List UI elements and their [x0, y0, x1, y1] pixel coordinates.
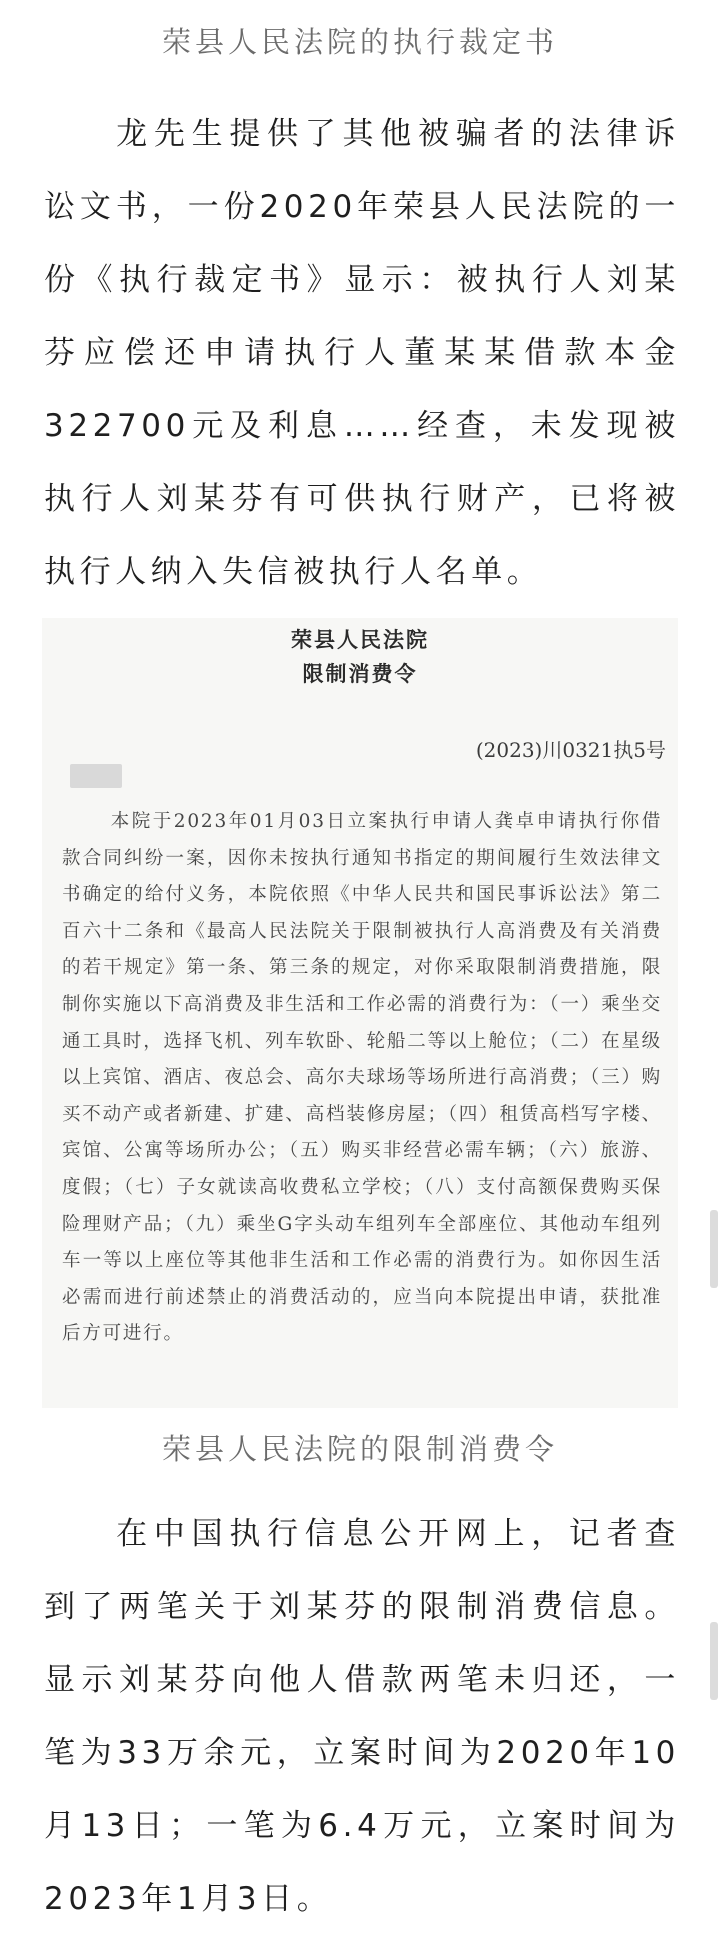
scroll-indicator[interactable] — [710, 1210, 718, 1288]
paragraph-first — [44, 98, 680, 609]
document-body — [62, 804, 662, 1353]
document-title: 限制消费令 — [302, 661, 418, 686]
paragraph-first-text: 龙先生提供了其他被骗者的法律诉讼文书，一份2020年荣县人民法院的一份《执行裁定书》显示：被执行人刘某芬应偿还申请执行人董某某借款本金322700元及利息……经查，未发现被执行人刘某芬有可供执行财产，已将被执行人纳入失信被执行人名单。 — [44, 116, 680, 590]
court-document-image — [42, 618, 678, 1408]
document-case-number: (2023)川0321执5号 — [475, 738, 666, 762]
document-body-text: 本院于2023年01月03日立案执行申请人龚卓申请执行你借款合同纠纷一案，因你未按执行通知书指定的期间履行生效法律文书确定的给付义务，本院依照《中华人民共和国民事诉讼法》第二百六十二条和《最高人民法院关于限制被执行人高消费及有关消费的若干规定》第一条、第三条的规定，对你采取限制消费措施，限制你实施以下高消费及非生活和工作必需的消费行为：（一）乘坐交通工具时，选择飞机、列车软卧、轮船二等以上舱位；（二）在星级以上宾馆、酒店、夜总会、高尔夫球场等场所进行高消费；（三）购买不动产或者新建、扩建、高档装修房屋；（四）租赁高档写字楼、宾馆、公寓等场所办公；（五）购买非经营必需车辆；（六）旅游、度假；（七）子女就读高收费私立学校；（八）支付高额保费购买保险理财产品；（九）乘坐G字头动车组列车全部座位、其他动车组列车一等以上座位等其他非生活和工作必需的消费行为。如你因生活必需而进行前述禁止的消费活动的，应当向本院提出申请，获批准后方可进行。 — [62, 811, 662, 1345]
document-court-name: 荣县人民法院 — [291, 627, 429, 652]
caption-consumption-restriction: 荣县人民法院的限制消费令 — [161, 1432, 558, 1466]
scroll-indicator[interactable] — [710, 1622, 718, 1700]
caption-enforcement-ruling: 荣县人民法院的执行裁定书 — [161, 25, 558, 59]
paragraph-second — [44, 1498, 680, 1936]
paragraph-second-text: 在中国执行信息公开网上，记者查到了两笔关于刘某芬的限制消费信息。显示刘某芬向他人借款两笔未归还，一笔为33万余元，立案时间为2020年10月13日；一笔为6.4万元，立案时间为2023年1月3日。 — [44, 1516, 680, 1917]
redacted-name-block — [70, 764, 122, 788]
